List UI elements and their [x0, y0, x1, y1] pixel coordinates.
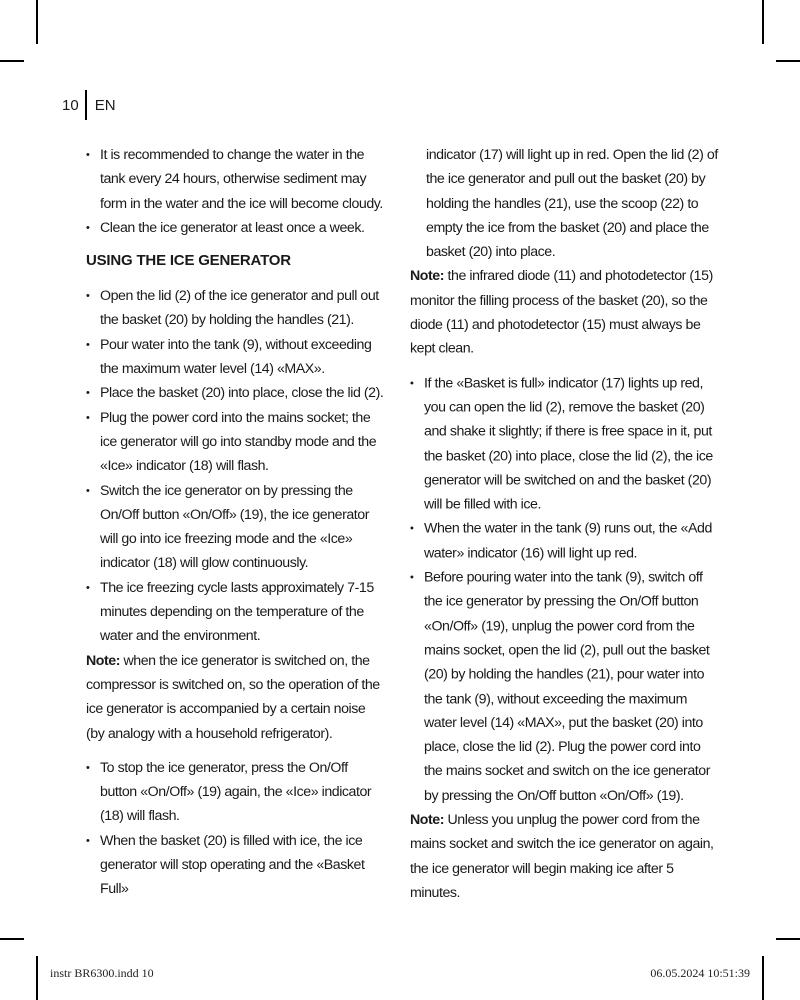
section-heading: USING THE ICE GENERATOR: [86, 252, 291, 270]
right-column: [410, 143, 722, 905]
crop-mark-bottom-right-vertical: [762, 956, 764, 1000]
note-paragraph: [410, 264, 722, 361]
note-text: Unless you unplug the power cord from the mains socket and switch the ice generator on again, the ice generator will begin making ice after 5 minutes.: [410, 812, 714, 901]
list-item: • It is recommended to change the water in the tank every 24 hours, otherwise sediment may form in the water and the ice will become cloudy.: [86, 143, 386, 216]
note-label: Note:: [410, 812, 445, 829]
note-text: when the ice generator is switched on, the compressor is switched on, so the operation of the ice generator is accompanied by a certain noise (by analogy with a household refrigerator).: [86, 652, 380, 742]
list-item: • Before pouring water into the tank (9), switch off the ice generator by pressing the On/Off button «On/Off» (19), unplug the power cord from the mains socket, open the lid (2), pull out the basket (20) by holding the handles (21), pour water into the tank (9), without exceeding the maximum water level (14) «MAX», put the basket (20) into place, close the lid (2). Plug the power cord into the mains socket and switch on the ice generator by pressing the On/Off button «On/Off» (19).: [410, 565, 722, 808]
header-divider: [85, 90, 87, 120]
list-item: • To stop the ice generator, press the On/Off button «On/Off» (19) again, the «Ice» indicator (18) will flash.: [86, 756, 386, 829]
footer-datetime: 06.05.2024 10:51:39: [650, 966, 750, 980]
spacer: [86, 746, 386, 756]
bullet-list-bottom: [86, 756, 386, 902]
list-item: • Switch the ice generator on by pressing the On/Off button «On/Off» (19), the ice generator will go into ice freezing mode and the «Ice» indicator (18) will glow continuously.: [86, 479, 386, 576]
list-item: • Plug the power cord into the mains socket; the ice generator will go into standby mode and the «Ice» indicator (18) will flash.: [86, 406, 386, 479]
note-label: Note:: [86, 652, 121, 669]
language-code: EN: [94, 96, 116, 114]
list-item: • The ice freezing cycle lasts approximately 7-15 minutes depending on the temperature of the water and the environment.: [86, 576, 386, 649]
footer-filename: instr BR6300.indd 10: [50, 966, 154, 980]
list-item: • Place the basket (20) into place, close the lid (2).: [86, 381, 386, 405]
crop-mark-bottom-right-horizontal: [776, 938, 800, 940]
list-item: • Open the lid (2) of the ice generator and pull out the basket (20) by holding the handles (21).: [86, 284, 386, 333]
page-header: [62, 90, 116, 120]
continued-text: indicator (17) will light up in red. Open the lid (2) of the ice generator and pull out the basket (20) by holding the handles (21), use the scoop (22) to empty the ice from the basket (20) and place the basket (20) into place.: [426, 146, 718, 261]
note-text: the infrared diode (11) and photodetector (15) monitor the filling process of the basket (20), so the diode (11) and photodetector (15) must always be kept clean.: [410, 268, 713, 358]
crop-mark-top-left-vertical: [36, 0, 38, 44]
list-item: • Pour water into the tank (9), without exceeding the maximum water level (14) «MAX».: [86, 333, 386, 382]
list-item: • When the water in the tank (9) runs out, the «Add water» indicator (16) will light up red.: [410, 517, 722, 566]
spacer: [410, 361, 722, 371]
note-paragraph: [86, 649, 386, 746]
bullet-list-right: [410, 371, 722, 808]
crop-mark-top-right-horizontal: [776, 60, 800, 62]
list-item: • When the basket (20) is filled with ice, the ice generator will stop operating and the «Basket Full»: [86, 829, 386, 902]
crop-mark-bottom-left-horizontal: [0, 938, 24, 940]
left-column: [86, 143, 386, 902]
crop-mark-top-left-horizontal: [0, 60, 24, 62]
note-label: Note:: [410, 268, 445, 285]
list-item: • If the «Basket is full» indicator (17) lights up red, you can open the lid (2), remove the basket (20) and shake it slightly; if there is free space in it, put the basket (20) into place, close the lid (2), the ice generator will be switched on and the basket (20) will be filled with ice.: [410, 371, 722, 517]
crop-mark-top-right-vertical: [762, 0, 764, 44]
note-paragraph: [410, 808, 722, 905]
crop-mark-bottom-left-vertical: [36, 956, 38, 1000]
bullet-list-top: [86, 143, 386, 240]
list-item: • Clean the ice generator at least once a week.: [86, 216, 386, 240]
page-number: 10: [62, 96, 79, 114]
bullet-list-main: [86, 284, 386, 648]
